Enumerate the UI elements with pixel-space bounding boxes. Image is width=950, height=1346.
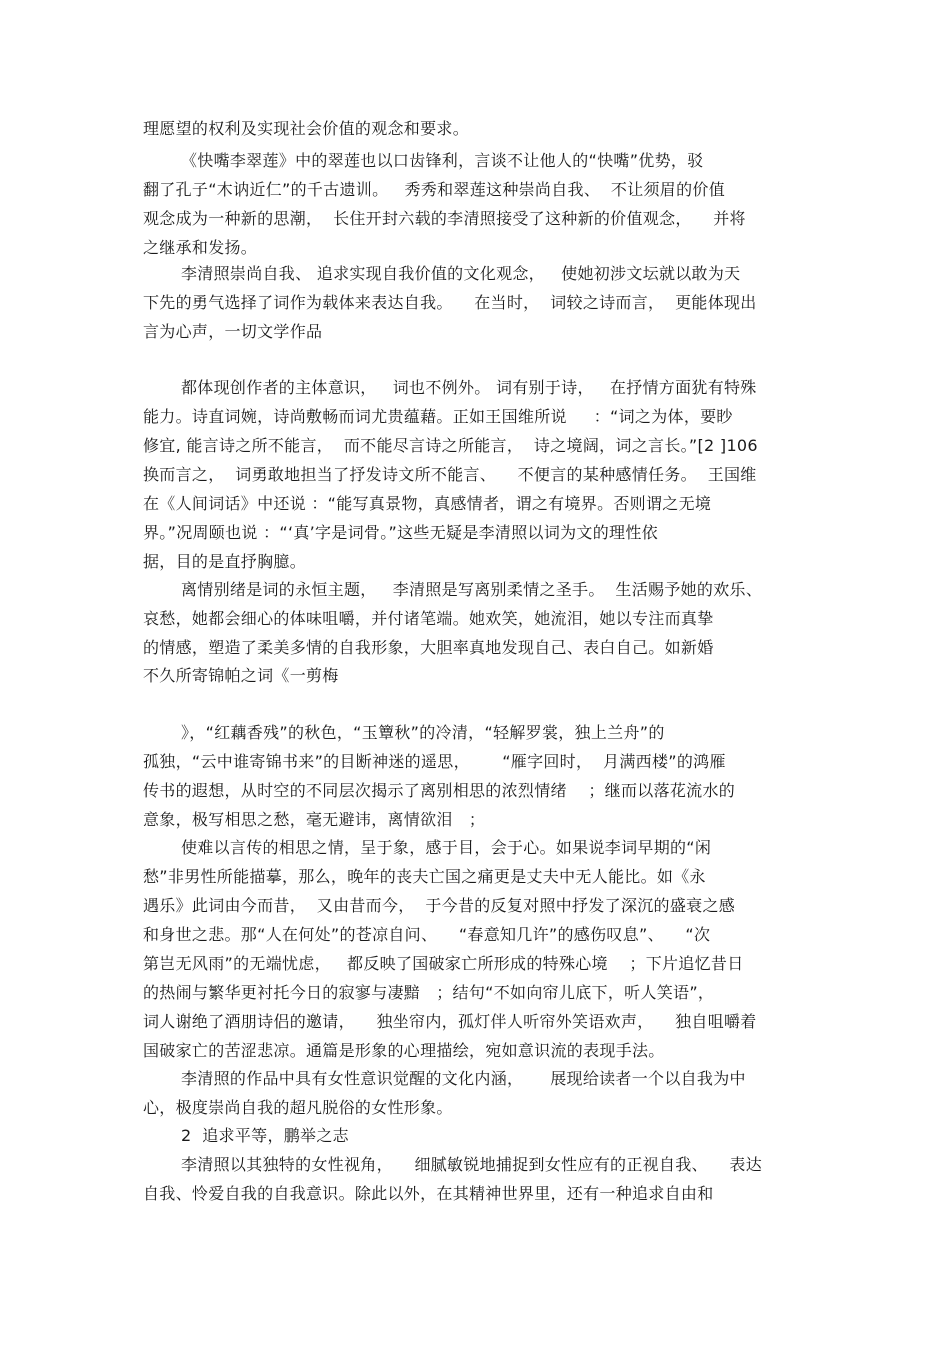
text-line: 国破家亡的苦涩悲凉。通篇是形象的心理描绘，宛如意识流的表现手法。 — [143, 1041, 665, 1060]
text-line: 下先的勇气选择了词作为载体来表达自我。 在当时， 词较之诗而言， 更能体现出 — [143, 293, 757, 312]
text-line: 《快嘴李翠莲》中的翠莲也以口齿锋利，言谈不让他人的“快嘴”优势，驳 — [181, 151, 704, 170]
text-line: 和身世之悲。那“人在何处”的苍凉自问、 “春意知几许”的感伤叹息”、 “次 — [143, 925, 711, 944]
text-line: 观念成为一种新的思潮， 长住开封六载的李清照接受了这种新的价值观念， 并将 — [143, 209, 746, 228]
text-line: 的情感，塑造了柔美多情的自我形象，大胆率真地发现自己、表白自己。如新婚 — [143, 638, 714, 657]
text-line: 界。”况周颐也说 ：“‘真’字是词骨。”这些无疑是李清照以词为文的理性依 — [143, 523, 658, 542]
text-line: 修宜, 能言诗之所不能言， 而不能尽言诗之所能言， 诗之境阔，词之言长。”[2 ]106 — [143, 436, 758, 455]
text-line: 愁”非男性所能描摹，那么，晚年的丧夫亡国之痛更是丈夫中无人能比。如《永 — [143, 867, 706, 886]
text-line: 理愿望的权利及实现社会价值的观念和要求。 — [143, 119, 470, 138]
text-line: 都体现创作者的主体意识， 词也不例外。 词有别于诗， 在抒情方面犹有特殊 — [181, 378, 757, 397]
text-line: 哀愁，她都会细心的体味咀嚼，并付诸笔端。她欢笑，她流泪，她以专注而真挚 — [143, 609, 714, 628]
text-line: 遇乐》此词由今而昔， 又由昔而今， 于今昔的反复对照中抒发了深沉的盛衰之感 — [143, 896, 736, 915]
text-line: 离情别绪是词的永恒主题， 李清照是写离别柔情之圣手。 生活赐予她的欢乐、 — [181, 580, 763, 599]
text-line: 李清照崇尚自我、 追求实现自我价值的文化观念， 使她初涉文坛就以敢为天 — [181, 264, 741, 283]
text-line: 言为心声，一切文学作品 — [143, 322, 323, 341]
text-line: 心，极度崇尚自我的超凡脱俗的女性形象。 — [143, 1098, 453, 1117]
text-line: 之继承和发扬。 — [143, 238, 258, 257]
text-line: 传书的遐想，从时空的不同层次揭示了离别相思的浓烈情绪 ；继而以落花流水的 — [143, 781, 736, 800]
text-line: 换而言之， 词勇敢地担当了抒发诗文所不能言、 不便言的某种感情任务。 王国维 — [143, 465, 757, 484]
text-line: 的热闹与繁华更衬托今日的寂寥与凄黯 ；结句“不如向帘儿底下，听人笑语”， — [143, 983, 715, 1002]
text-line: 》，“红藕香残”的秋色，“玉簟秋”的冷清，“轻解罗裳，独上兰舟”的 — [181, 723, 665, 742]
text-line: 能力。诗直词婉，诗尚敷畅而词尤贵蕴藉。正如王国维所说 ：“词之为体，要眇 — [143, 407, 733, 426]
text-line: 自我、怜爱自我的自我意识。除此以外，在其精神世界里，还有一种追求自由和 — [143, 1184, 714, 1203]
text-line: 据，目的是直抒胸臆。 — [143, 552, 307, 571]
text-line: 不久所寄锦帕之词《一剪梅 — [143, 666, 339, 685]
text-line: 意象，极写相思之愁，毫无避讳，离情欲泪 ； — [143, 810, 486, 829]
text-line: 词人谢绝了酒朋诗侣的邀请， 独坐帘内，孤灯伴人听帘外笑语欢声， 独自咀嚼着 — [143, 1012, 757, 1031]
text-line: 李清照以其独特的女性视角， 细腻敏锐地捕捉到女性应有的正视自我、 表达 — [181, 1155, 762, 1174]
text-line: 翻了孔子“木讷近仁”的千古遗训。 秀秀和翠莲这种崇尚自我、 不让须眉的价值 — [143, 180, 726, 199]
section-heading: 2 追求平等，鹏举之志 — [181, 1126, 349, 1145]
text-line: 使难以言传的相思之情，呈于象，感于目，会于心。如果说李词早期的“闲 — [181, 838, 712, 857]
text-line: 孤独，“云中谁寄锦书来”的目断神迷的遥思， “雁字回时， 月满西楼”的鸿雁 — [143, 752, 726, 771]
text-line: 在《人间词话》中还说 ：“能写真景物，真感情者，谓之有境界。否则谓之无境 — [143, 494, 712, 513]
text-line: 李清照的作品中具有女性意识觉醒的文化内涵， 展现给读者一个以自我为中 — [181, 1069, 746, 1088]
text-line: 第岂无风雨”的无端忧虑， 都反映了国破家亡所形成的特殊心境 ；下片追忆昔日 — [143, 954, 744, 973]
